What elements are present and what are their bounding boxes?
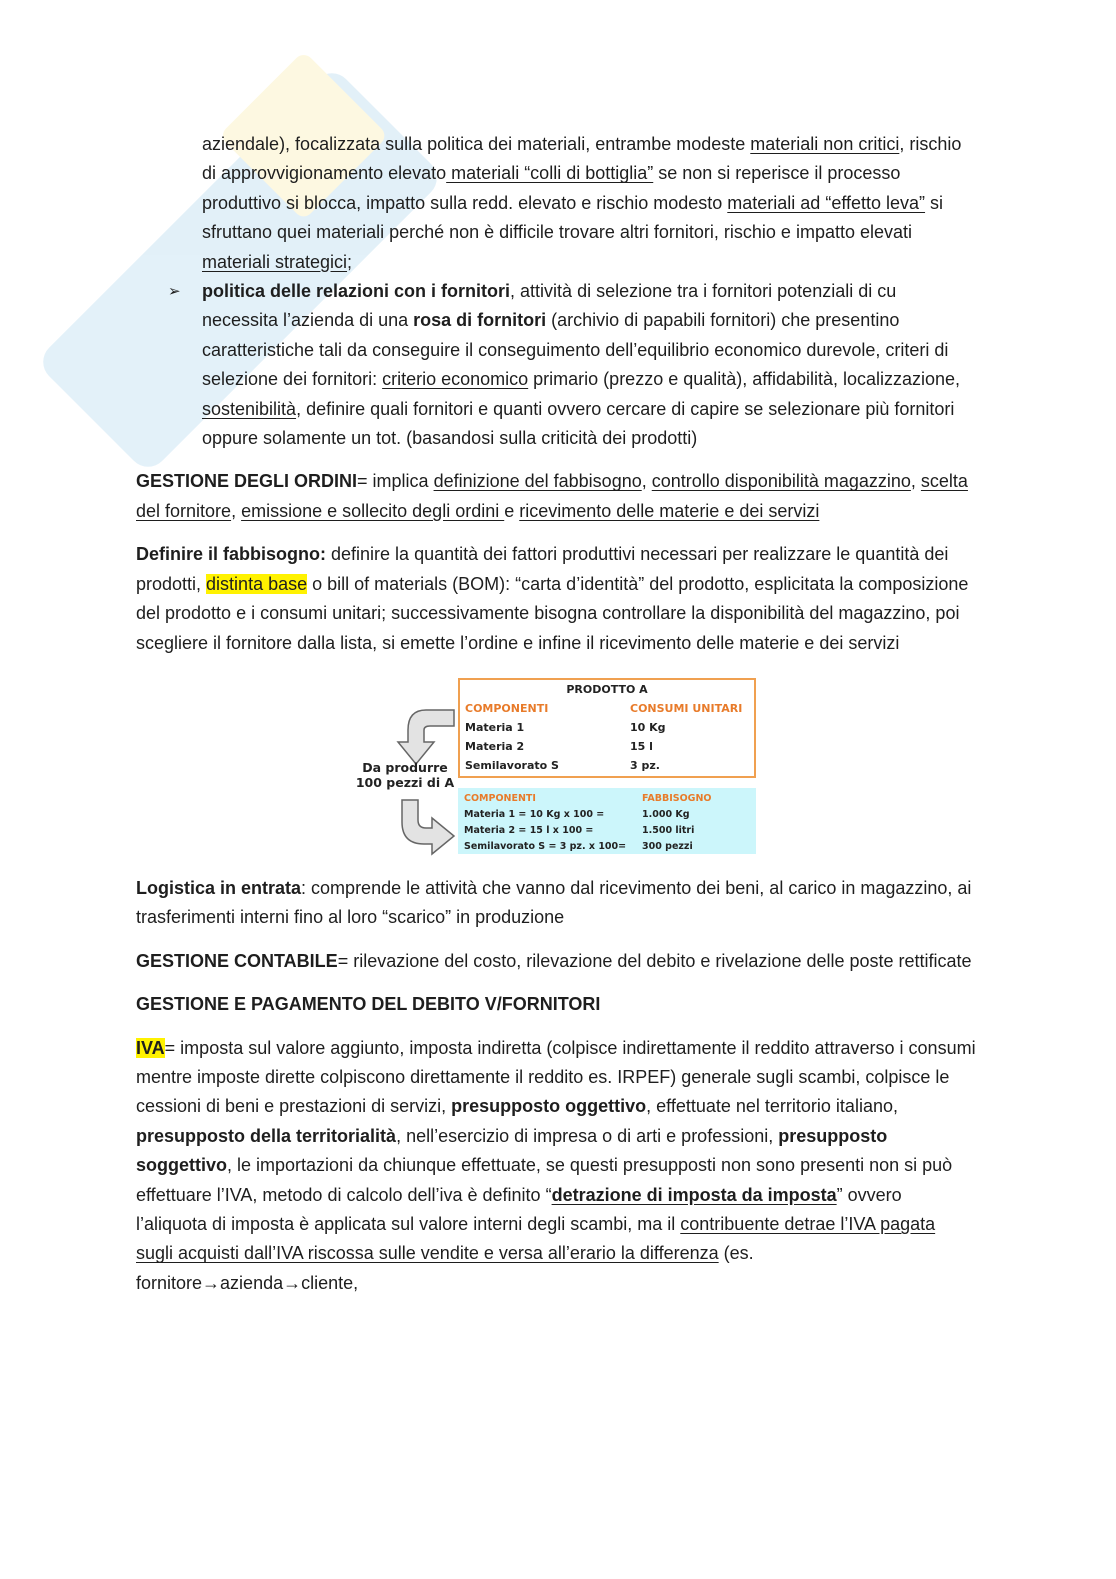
contabile-paragraph	[136, 947, 976, 976]
underlined-term: scelta del fornitore	[136, 471, 968, 521]
table-cell: Materia 1	[465, 720, 525, 734]
text: ,	[910, 471, 921, 492]
arrow-right-icon: →	[283, 1272, 302, 1293]
unit-consumption-table	[458, 678, 756, 778]
bullet-item-fornitori	[136, 277, 976, 453]
fabbisogno-paragraph	[136, 540, 976, 658]
text: = rilevazione del costo, rilevazione del debito e rivelazione delle poste rettificate	[337, 950, 972, 971]
pagamento-heading	[136, 990, 976, 1019]
text: ,	[641, 471, 652, 492]
underlined-term: ricevimento delle materie e dei servizi	[519, 500, 820, 521]
bold-term: rosa di fornitori	[413, 310, 547, 331]
curved-arrow-down-icon	[398, 710, 454, 764]
table-cell: 1.000 Kg	[642, 808, 690, 820]
bold-term: Definire il fabbisogno:	[136, 544, 327, 565]
text: ,	[231, 500, 242, 521]
text: primario (prezzo e qualità), affidabilità, localizzazione,	[528, 369, 961, 390]
document-page	[136, 130, 976, 1298]
arrow-right-icon: →	[202, 1272, 221, 1293]
text: , definire quali fornitori e quanti ovvero cercare di capire se selezionare più fornitori oppure solamente un tot. (basandosi sulla criticità dei prodotti)	[202, 398, 955, 449]
table-cell: 3 pz.	[630, 758, 660, 772]
text: azienda	[220, 1272, 284, 1293]
text: se non si reperisce il processo produttivo si blocca, impatto sulla redd. elevato e rischio modesto	[202, 163, 901, 213]
underlined-term: controllo disponibilità magazzino	[651, 471, 911, 492]
bold-underlined-term: detrazione di imposta da imposta	[551, 1184, 837, 1205]
underlined-term: materiali strategici	[202, 251, 348, 272]
text: = implica	[357, 471, 434, 492]
text: , attività di selezione tra i fornitori potenziali di cu necessita l’azienda di una	[202, 281, 897, 331]
text: , rischio di approvvigionamento elevato	[202, 134, 962, 184]
highlighted-term: IVA	[136, 1037, 165, 1058]
text: ;	[347, 251, 353, 272]
bom-figure	[136, 672, 976, 862]
bold-term: presupposto oggettivo	[451, 1096, 647, 1117]
requirement-table	[458, 788, 756, 854]
table-cell: 10 Kg	[630, 720, 666, 734]
column-header: CONSUMI UNITARI	[630, 701, 743, 715]
bold-term: presupposto soggettivo	[136, 1125, 888, 1176]
curved-arrow-right-icon	[402, 800, 454, 854]
table-cell: 1.500 litri	[642, 824, 695, 836]
text: o bill of materials (BOM): “carta d’identità” del prodotto, esplicitata la composizione del prodotto e i consumi unitari; successivamente bisogna controllare la disponibilità del magazzino, poi scegliere il fornitore dalla lista, si emette l’ordine e infine il ricevimento delle materie e dei servizi	[136, 573, 969, 653]
logistica-paragraph	[136, 874, 976, 933]
text: definire la quantità dei fattori produttivi necessari per realizzare le quantità dei prodotti,	[136, 544, 949, 594]
text: e	[504, 500, 520, 521]
iva-paragraph	[136, 1034, 976, 1299]
text: cliente,	[301, 1272, 359, 1293]
table-cell: 300 pezzi	[642, 840, 693, 852]
bold-term: presupposto della territorialità	[136, 1125, 397, 1146]
column-header: COMPONENTI	[465, 701, 549, 715]
label-line: Da produrre	[362, 759, 448, 775]
bold-term: Logistica in entrata	[136, 877, 302, 898]
underlined-term: criterio economico	[382, 369, 529, 390]
text: ” ovvero l’aliquota di imposta è applicata sul valore interni degli scambi, ma il	[136, 1184, 902, 1234]
section-heading: GESTIONE E PAGAMENTO DEL DEBITO V/FORNITORI	[136, 994, 601, 1015]
table-cell: Materia 1 = 10 Kg x 100 =	[464, 808, 605, 820]
table-title: PRODOTTO A	[566, 682, 648, 696]
ordini-paragraph	[136, 467, 976, 526]
text: , nell’esercizio di impresa o di arti e professioni,	[396, 1125, 779, 1146]
text: = imposta sul valore aggiunto, imposta indiretta (colpisce indirettamente il reddito attraverso i consumi mentre imposte dirette colpiscono direttamente il reddito es. IRPEF) generale sugli scambi, colpisce le cessioni di beni e prestazioni di servizi,	[136, 1037, 976, 1117]
table-cell: Semilavorato S	[465, 758, 559, 772]
text: si sfruttano quei materiali perché non è difficile trovare altri fornitori, rischio e impatto elevati	[202, 192, 944, 243]
section-heading: GESTIONE DEGLI ORDINI	[136, 471, 358, 492]
underlined-term: sostenibilità	[202, 398, 297, 419]
label-line: 100 pezzi di A	[355, 774, 455, 790]
text: aziendale), focalizzata sulla politica dei materiali, entrambe modeste	[202, 134, 751, 154]
underlined-term: materiali non critici	[750, 134, 900, 154]
bullet-arrow-icon: ➢	[168, 283, 181, 301]
production-label	[350, 760, 460, 790]
underlined-term: materiali ad “effetto leva”	[727, 192, 926, 213]
intro-paragraph	[136, 130, 976, 277]
bold-term: politica delle relazioni con i fornitori	[202, 281, 511, 302]
underlined-term: contribuente detrae l’IVA pagata sugli acquisti dall’IVA riscossa sulle vendite e versa all’erario la differenza	[136, 1213, 936, 1264]
underlined-term: definizione del fabbisogno	[433, 471, 642, 492]
text: (es. fornitore	[136, 1243, 754, 1293]
text: (archivio di papabili fornitori) che presentino caratteristiche tali da conseguire il conseguimento dell’equilibrio economico durevole, criteri di selezione dei fornitori:	[202, 310, 949, 390]
table-cell: Materia 2 = 15 l x 100 =	[464, 824, 594, 836]
table-cell: Materia 2	[465, 739, 525, 753]
column-header: COMPONENTI	[464, 792, 536, 804]
underlined-term: emissione e sollecito degli ordini	[241, 500, 505, 521]
text: : comprende le attività che vanno dal ricevimento dei beni, al carico in magazzino, ai trasferimenti interni fino al loro “scarico” in produzione	[136, 877, 972, 928]
text: , effettuate nel territorio italiano,	[646, 1096, 898, 1117]
underlined-term: materiali “colli di bottiglia”	[446, 163, 654, 184]
text: , le importazioni da chiunque effettuate, se questi presupposti non sono presenti non si può effettuare l’IVA, metodo di calcolo dell’iva è definito “	[136, 1155, 953, 1205]
column-header: FABBISOGNO	[642, 792, 712, 804]
table-cell: 15 l	[630, 739, 653, 753]
section-heading: GESTIONE CONTABILE	[136, 950, 338, 971]
table-cell: Semilavorato S = 3 pz. x 100=	[464, 840, 627, 852]
highlighted-term: distinta base	[206, 573, 308, 594]
